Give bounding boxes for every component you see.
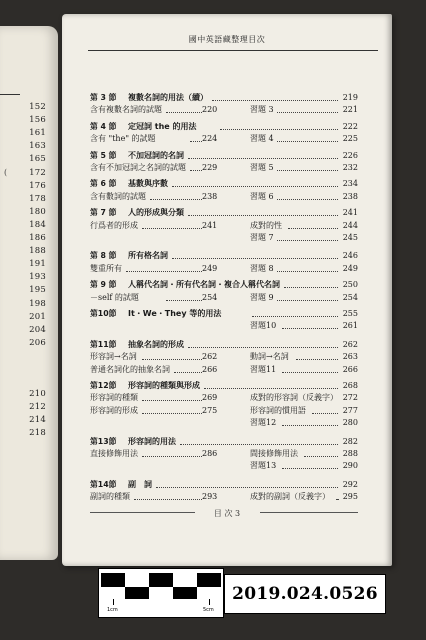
page-number: 232 <box>342 163 358 172</box>
scale-block <box>149 573 173 587</box>
dot-leader <box>172 186 338 187</box>
page-number: 249 <box>342 263 358 273</box>
page-number: 292 <box>342 479 358 489</box>
section-number: 第 8 節 <box>90 251 117 261</box>
toc-section-row <box>90 436 358 448</box>
subentry-title: 直接修飾用法 <box>90 449 138 458</box>
page-number: 234 <box>342 179 358 189</box>
dot-leader <box>142 228 202 229</box>
dot-leader <box>282 468 338 469</box>
dot-leader <box>284 287 338 288</box>
dot-leader <box>188 347 338 348</box>
dot-leader <box>277 141 338 142</box>
dot-leader <box>150 199 202 200</box>
subentry-page: 220 <box>202 105 218 115</box>
left-page-number: 218 <box>29 428 46 439</box>
subentry-title: 習題13 <box>250 461 277 471</box>
dot-leader <box>188 215 338 216</box>
page-number: 295 <box>342 492 358 502</box>
page-number: 226 <box>342 150 358 160</box>
toc-section-row <box>90 380 358 392</box>
scale-label-left: 1cm <box>107 607 118 613</box>
page-number: 246 <box>342 251 358 261</box>
page-number: 263 <box>342 352 358 362</box>
dot-leader <box>166 112 202 113</box>
toc-section-row <box>90 479 358 491</box>
toc-subentry-row <box>90 220 358 232</box>
toc-subentry-row <box>90 491 358 503</box>
left-page-number: 163 <box>29 141 46 152</box>
left-page-number: 191 <box>29 259 46 270</box>
left-page <box>0 26 58 560</box>
subentry-title: 副詞的種類 <box>90 492 130 502</box>
section-title: 複數名詞的用法（續） <box>128 93 208 102</box>
subentry-title: 成對的性 <box>250 220 282 230</box>
section-number: 第12節 <box>90 381 117 390</box>
left-page-number: 212 <box>29 402 46 412</box>
left-page-number: 180 <box>29 206 46 217</box>
scale-block <box>125 587 149 599</box>
page-number: 272 <box>342 393 358 403</box>
section-number: 第 3 節 <box>90 93 117 102</box>
dot-leader <box>304 456 338 457</box>
toc-subentry-row <box>90 405 358 417</box>
subentry-page: 229 <box>202 163 218 172</box>
dot-leader <box>134 499 202 500</box>
section-number: 第 6 節 <box>90 179 117 189</box>
section-number: 第 9 節 <box>90 280 117 290</box>
subentry-title: 形容詞的形成 <box>90 405 138 415</box>
dot-leader <box>142 413 202 414</box>
dot-leader <box>277 199 338 200</box>
left-page-number: 152 <box>29 102 46 112</box>
subentry-page: 254 <box>202 292 218 302</box>
subentry-title: 普通名詞化的抽象名詞 <box>90 364 170 374</box>
left-page-number: 204 <box>29 324 46 335</box>
scale-block <box>173 587 197 599</box>
subentry-title: 習題 7 <box>250 233 274 242</box>
left-page-number: 193 <box>29 272 46 283</box>
dot-leader <box>277 112 338 113</box>
left-page-number: 206 <box>29 337 46 348</box>
subentry-title: 含有數詞的試題 <box>90 191 146 201</box>
subentry-title: 含有複數名詞的試題 <box>90 105 162 115</box>
toc-section-row <box>90 250 358 262</box>
left-page-number: 210 <box>29 388 46 399</box>
left-page-rule <box>0 94 20 95</box>
subentry-title: 習題 5 <box>250 163 274 172</box>
page-number: 250 <box>342 280 358 290</box>
left-page-number: 186 <box>29 233 46 243</box>
dot-leader <box>142 400 202 401</box>
dot-leader <box>252 316 338 317</box>
left-page-number: 161 <box>29 128 46 139</box>
dot-leader <box>312 413 338 414</box>
toc-subentry-row <box>90 191 358 203</box>
dot-leader <box>174 372 202 373</box>
subentry-page: 241 <box>202 220 218 230</box>
dot-leader <box>126 271 202 272</box>
scale-block <box>197 573 221 587</box>
dot-leader <box>282 328 338 329</box>
subentry-title: 形容詞→名詞 <box>90 352 137 362</box>
dot-leader <box>172 258 338 259</box>
section-number: 第 5 節 <box>90 150 117 160</box>
toc-section-row <box>90 279 358 291</box>
section-number: 第 7 節 <box>90 208 117 218</box>
dot-leader <box>277 170 338 171</box>
toc-subentry-row <box>90 448 358 460</box>
toc-subentry-row <box>90 133 358 145</box>
dot-leader <box>166 300 202 301</box>
page-number: 288 <box>342 449 358 458</box>
subentry-title: 習題10 <box>250 321 277 331</box>
section-title: 形容詞的用法 <box>128 436 176 446</box>
left-page-number: 188 <box>29 246 46 257</box>
dot-leader <box>142 456 202 457</box>
toc-subentry-row <box>90 351 358 363</box>
toc-subentry-row <box>90 263 358 275</box>
dot-leader <box>220 129 338 130</box>
page-number: 282 <box>342 436 358 446</box>
subentry-page: 269 <box>202 393 218 403</box>
dot-leader <box>190 141 202 142</box>
page-number: 238 <box>342 191 358 201</box>
measurement-scale <box>98 568 224 618</box>
section-number: 第 4 節 <box>90 121 117 131</box>
subentry-title: 習題12 <box>250 418 277 428</box>
section-title: 不加冠詞的名詞 <box>128 150 184 160</box>
subentry-title: 間接修飾用法 <box>250 449 298 458</box>
dot-leader <box>282 425 338 426</box>
dot-leader <box>190 170 202 171</box>
running-head: 國中英語藏整理目次 <box>188 35 266 44</box>
toc-section-row <box>90 178 358 190</box>
toc-subentry-row <box>90 460 358 472</box>
section-title: 抽象名詞的形成 <box>128 339 184 349</box>
subentry-title: 成對的副詞（反義字） <box>250 492 330 502</box>
subentry-title: 習題 9 <box>250 292 274 302</box>
left-page-number: 184 <box>29 219 46 230</box>
toc-section-row <box>90 339 358 351</box>
section-title: 人的形成與分類 <box>128 208 184 218</box>
left-page-number: 198 <box>29 298 46 309</box>
left-page-number: 172 <box>29 167 46 178</box>
subentry-title: 含有不加冠詞之名詞的試題 <box>90 163 186 172</box>
section-title: It・We・They 等的用法 <box>128 309 222 318</box>
page-number: 255 <box>342 309 358 318</box>
dot-leader <box>188 158 338 159</box>
section-number: 第10節 <box>90 309 117 318</box>
left-page-number: 178 <box>29 193 46 204</box>
subentry-page: 238 <box>202 191 218 201</box>
subentry-title: 行爲者的形成 <box>90 220 138 230</box>
toc-subentry-row <box>90 232 358 244</box>
toc-subentry-row <box>90 364 358 376</box>
subentry-page: 293 <box>202 492 218 502</box>
dot-leader <box>142 359 202 360</box>
page-number: 245 <box>342 233 358 242</box>
scale-tick <box>113 599 114 605</box>
toc-section-row <box>90 207 358 219</box>
dot-leader <box>180 444 338 445</box>
section-number: 第14節 <box>90 479 117 489</box>
left-page-mark: ( <box>4 167 8 177</box>
page-number: 262 <box>342 339 358 349</box>
left-page-number: 156 <box>29 115 46 126</box>
section-title: 形容詞的種類與形成 <box>128 381 200 390</box>
dot-leader <box>277 271 338 272</box>
section-title: 副 詞 <box>128 479 152 489</box>
toc-subentry-row <box>90 292 358 304</box>
page-number: 219 <box>342 93 358 102</box>
subentry-title: 習題 6 <box>250 191 274 201</box>
subentry-page: 275 <box>202 405 218 415</box>
section-title: 基數與序數 <box>128 179 168 189</box>
section-title: 人稱代名詞・所有代名詞・複合人稱代名詞 <box>128 280 280 290</box>
subentry-title: 習題 4 <box>250 134 274 144</box>
page-number: 268 <box>342 381 358 390</box>
subentry-title: 形容詞的種類 <box>90 393 138 403</box>
accession-number: 2019.024.0526 <box>224 574 386 614</box>
left-page-number: 201 <box>29 311 46 322</box>
toc-section-row <box>90 308 358 320</box>
header-rule <box>88 50 378 51</box>
dot-leader <box>282 372 338 373</box>
right-page <box>62 14 392 566</box>
toc-subentry-row <box>90 104 358 116</box>
section-number: 第13節 <box>90 436 117 446</box>
subentry-title: 形容詞的慣用語 <box>250 405 306 415</box>
dot-leader <box>212 100 338 101</box>
scale-label-right: 5cm <box>203 607 214 613</box>
dot-leader <box>296 359 338 360</box>
section-title: 定冠詞 the 的用法 <box>128 121 197 131</box>
subentry-page: 286 <box>202 449 218 458</box>
subentry-title: 習題 3 <box>250 105 274 115</box>
dot-leader <box>336 499 338 500</box>
dot-leader <box>288 228 338 229</box>
toc-subentry-row <box>90 320 358 332</box>
subentry-title: －self 的試題 <box>90 292 139 302</box>
subentry-page: 224 <box>202 134 218 144</box>
page-number: 290 <box>342 461 358 471</box>
subentry-title: 雙重所有 <box>90 263 122 273</box>
subentry-page: 266 <box>202 364 218 374</box>
toc-section-row <box>90 92 358 104</box>
dot-leader <box>204 388 338 389</box>
page-number: 241 <box>342 208 358 218</box>
toc-section-row <box>90 150 358 162</box>
footer: 目 次 3 <box>213 509 241 518</box>
page-number: 261 <box>342 321 358 331</box>
subentry-title: 動詞→名詞 <box>250 352 289 362</box>
page-number: 221 <box>342 105 358 115</box>
page-number: 277 <box>342 405 358 415</box>
toc-subentry-row <box>90 392 358 404</box>
left-page-number: 214 <box>29 415 46 426</box>
section-number: 第11節 <box>90 339 117 349</box>
subentry-title: 含有 "the" 的試題 <box>90 134 156 144</box>
subentry-title: 習題11 <box>250 364 277 374</box>
page-number: 244 <box>342 220 358 230</box>
dot-leader <box>277 240 338 241</box>
subentry-title: 習題 8 <box>250 263 274 273</box>
toc-subentry-row <box>90 162 358 174</box>
page-number: 222 <box>342 121 358 131</box>
left-page-number: 176 <box>29 180 46 191</box>
scale-tick <box>209 599 210 605</box>
toc-subentry-row <box>90 417 358 429</box>
page-number: 266 <box>342 364 358 374</box>
subentry-page: 249 <box>202 263 218 273</box>
subentry-title: 成對的形容詞（反義字） <box>250 393 338 403</box>
subentry-page: 262 <box>202 352 218 362</box>
toc-section-row <box>90 121 358 133</box>
page-number: 254 <box>342 292 358 302</box>
scale-block <box>101 573 125 587</box>
dot-leader <box>277 300 338 301</box>
dot-leader <box>156 487 338 488</box>
left-page-number: 165 <box>29 154 46 165</box>
page-number: 225 <box>342 134 358 144</box>
left-page-number: 195 <box>29 285 46 296</box>
page-number: 280 <box>342 418 358 428</box>
section-title: 所有格名詞 <box>128 251 168 261</box>
